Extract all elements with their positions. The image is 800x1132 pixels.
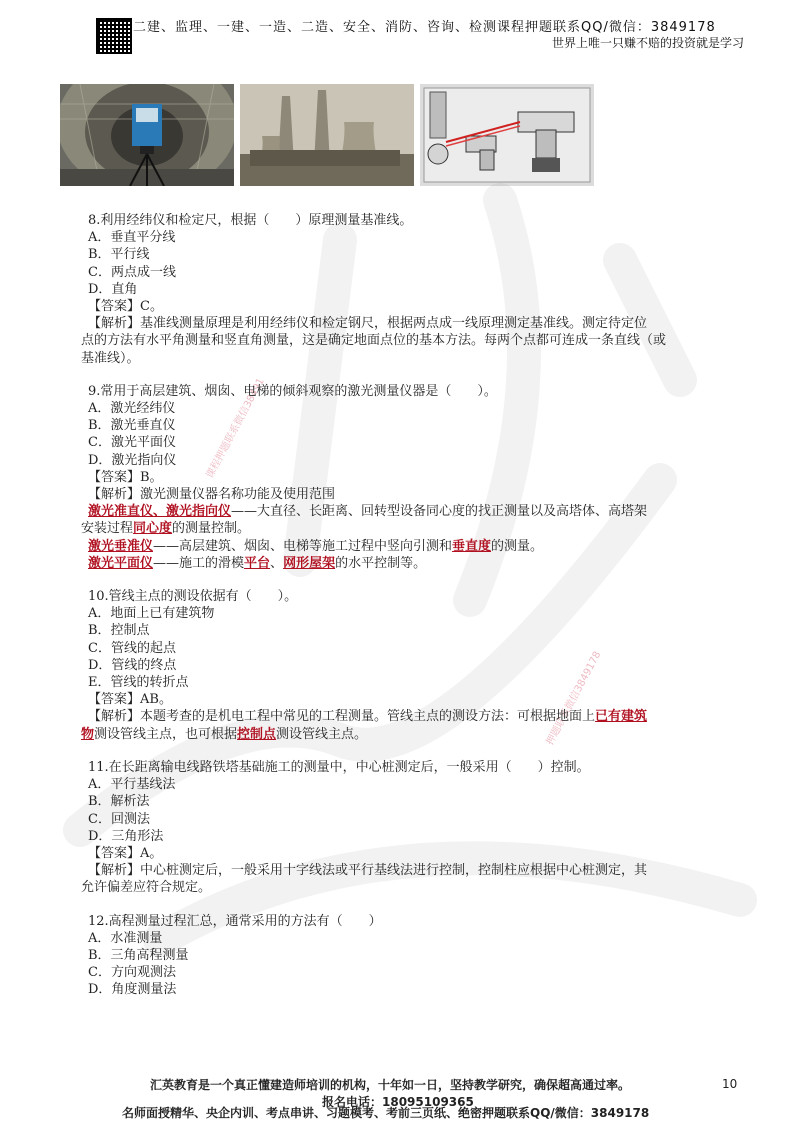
option: A．地面上已有建筑物	[88, 606, 215, 622]
option: C．回测法	[88, 811, 150, 827]
laser-alignment-diagram	[420, 84, 594, 186]
option: D．直角	[88, 281, 138, 297]
explanation: 允许偏差应符合规定。	[81, 880, 212, 896]
option: B．控制点	[88, 623, 150, 639]
answer: 【答案】AB。	[88, 692, 172, 708]
option: B．三角高程测量	[88, 947, 189, 963]
option: C．激光平面仪	[88, 435, 176, 451]
option: D．激光指向仪	[88, 452, 177, 468]
text: 安装过程	[81, 521, 134, 537]
question-title: 11.在长距离输电线路铁塔基础施工的测量中，中心桩测定后，一般采用（ ）控制。	[88, 759, 590, 775]
option: A．垂直平分线	[88, 230, 176, 246]
question-title: 9.常用于高层建筑、烟囱、电梯的倾斜观察的激光测量仪器是（ ）。	[88, 383, 497, 399]
question-list	[81, 212, 738, 1015]
explanation-row	[81, 726, 738, 743]
stamp-watermark: 课程押题联系微信38491	[204, 376, 267, 481]
option: C．两点成一线	[88, 264, 176, 280]
option: C．方向观测法	[88, 965, 176, 981]
footer-slogan: 汇英教育是一个真正懂建造师培训的机构，十年如一日，坚持教学研究，确保超高通过率。	[150, 1078, 631, 1092]
explanation-row	[88, 538, 738, 555]
highlight: 激光准直仪、激光指向仪	[88, 504, 232, 520]
text: 、	[270, 555, 284, 571]
explanation: 点的方法有水平角测量和竖直角测量，这是确定地面点位的基本方法。每两个点都可连成一条直线（或	[81, 333, 667, 349]
explanation: 【解析】激光测量仪器名称功能及使用范围	[88, 487, 336, 503]
explanation-row	[88, 708, 738, 725]
highlight: 激光垂准仪	[88, 538, 154, 554]
text: ——大直径、长距离、回转型设备同心度的找正测量以及高塔体、高塔架	[231, 504, 648, 520]
qr-code	[96, 18, 132, 54]
option: D．管线的终点	[88, 657, 177, 673]
page-number: 10	[722, 1077, 738, 1091]
header-contact: 二建、监理、一建、一造、二造、安全、消防、咨询、检测课程押题联系QQ/微信：3849178	[133, 20, 716, 35]
text: ——高层建筑、烟囱、电梯等施工过程中竖向引测和	[153, 538, 453, 554]
option: C．管线的起点	[88, 640, 176, 656]
question-11	[81, 759, 738, 897]
stamp-watermark: 押题联系微信3849178	[544, 649, 604, 748]
explanation-row	[81, 520, 738, 537]
answer: 【答案】A。	[88, 845, 163, 861]
option: A．激光经纬仪	[88, 401, 176, 417]
question-title: 12.高程测量过程汇总，通常采用的方法有（ ）	[88, 913, 382, 929]
explanation-row	[88, 555, 738, 572]
text: 测设管线主点，也可根据	[94, 726, 238, 742]
highlight: 平台	[244, 555, 271, 571]
question-12	[88, 913, 738, 999]
highlight: 垂直度	[452, 538, 492, 554]
question-10	[81, 588, 738, 743]
footer-contact: 名师面授精华、央企内训、考点串讲、习题模考、考前三页纸、绝密押题联系QQ/微信：3849178	[122, 1106, 650, 1120]
option: B．平行线	[88, 247, 150, 263]
option: D．角度测量法	[88, 982, 177, 998]
highlight: 网形屋架	[283, 555, 336, 571]
answer: 【答案】C。	[88, 299, 163, 315]
highlight: 同心度	[133, 521, 173, 537]
text: 的水平控制等。	[335, 555, 427, 571]
header-slogan: 世界上唯一只赚不赔的投资就是学习	[551, 36, 744, 50]
text: 的测量控制。	[172, 521, 251, 537]
highlight: 物	[81, 726, 95, 742]
option: E．管线的转折点	[88, 675, 189, 691]
footer-phone: 报名电话：18095109365	[322, 1095, 474, 1109]
highlight: 已有建筑	[595, 709, 648, 725]
chimney-photo	[240, 84, 414, 186]
option: B．解析法	[88, 794, 150, 810]
explanation: 【解析】基准线测量原理是利用经纬仪和检定钢尺，根据两点成一线原理测定基准线。测定待定位	[88, 316, 648, 332]
text: 【解析】本题考查的是机电工程中常见的工程测量。管线主点的测设方法：可根据地面上	[88, 709, 596, 725]
explanation-row	[88, 503, 738, 520]
option: D．三角形法	[88, 828, 164, 844]
tunnel-scanner-photo	[60, 84, 234, 186]
option: B．激光垂直仪	[88, 418, 176, 434]
text: 测设管线主点。	[276, 726, 368, 742]
option: A．水准测量	[88, 930, 163, 946]
highlight: 激光平面仪	[88, 555, 154, 571]
text: ——施工的滑模	[153, 555, 245, 571]
question-8	[81, 212, 738, 367]
answer: 【答案】B。	[88, 469, 163, 485]
question-title: 10.管线主点的测设依据有（ ）。	[88, 589, 298, 605]
question-title: 8.利用经纬仪和检定尺，根据（ ）原理测量基准线。	[88, 213, 413, 228]
highlight: 控制点	[237, 726, 277, 742]
explanation: 【解析】中心桩测定后，一般采用十字线法或平行基线法进行控制，控制柱应根据中心桩测定，其	[88, 863, 648, 879]
question-9	[81, 383, 738, 572]
option: A．平行基线法	[88, 777, 176, 793]
text: 的测量。	[491, 538, 544, 554]
explanation: 基准线）。	[81, 350, 140, 366]
